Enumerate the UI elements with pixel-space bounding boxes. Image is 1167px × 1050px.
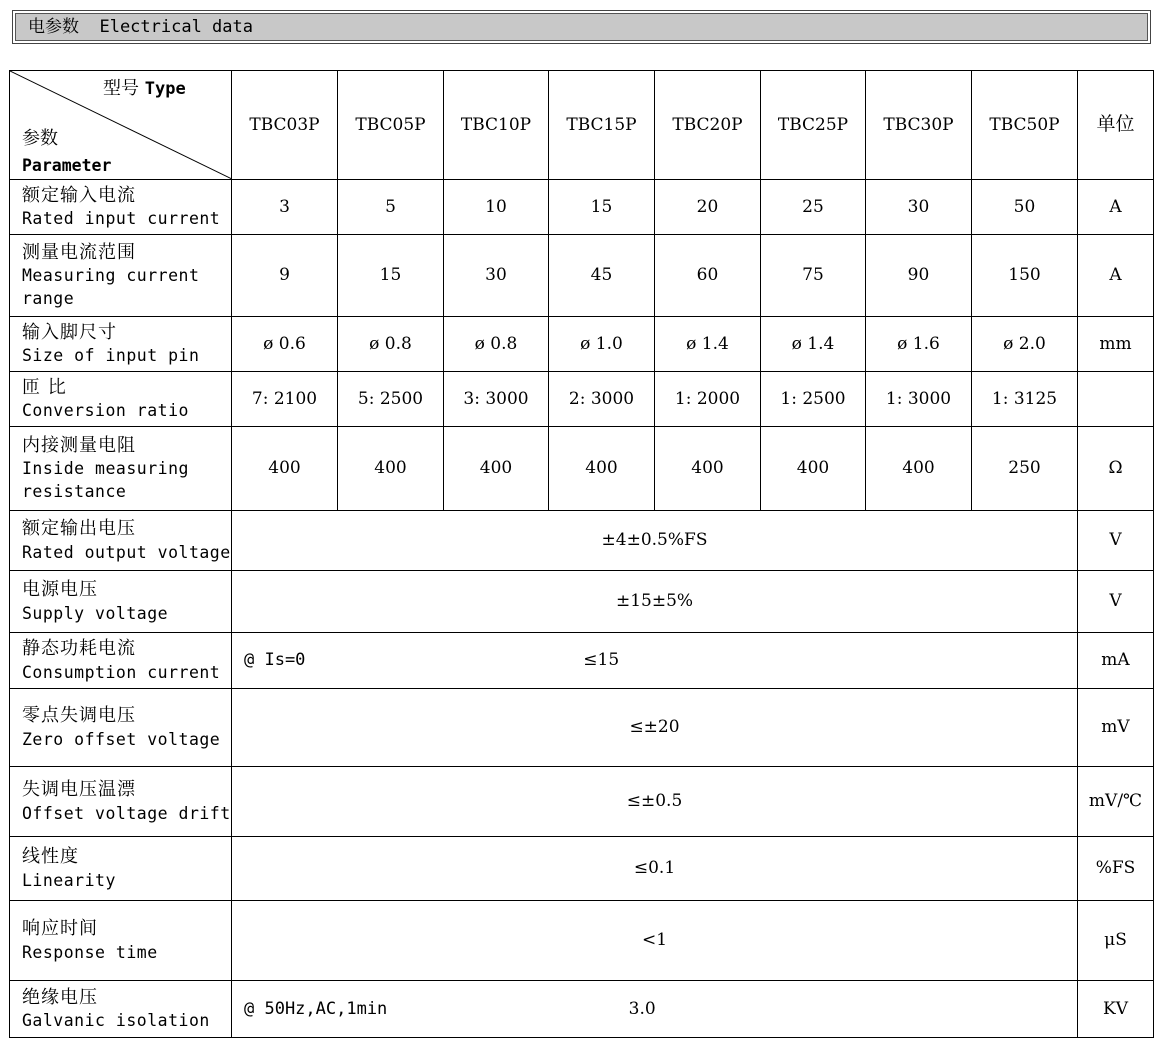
unit-cell: V	[1078, 571, 1154, 633]
parameter-cell	[10, 981, 232, 1038]
parameter-cell	[10, 767, 232, 837]
unit-cell: Ω	[1078, 427, 1154, 511]
shared-value: ≤0.1	[633, 858, 676, 879]
value-cell: 5: 2500	[338, 372, 444, 427]
value-cell: 3: 3000	[444, 372, 549, 427]
value-cell: 1: 3125	[972, 372, 1078, 427]
shared-value-cell	[232, 767, 1078, 837]
model-header: TBC25P	[761, 71, 866, 180]
parameter-name-cn: 测量电流范围	[22, 242, 136, 264]
parameter-name-cn: 零点失调电压	[22, 705, 136, 727]
unit-cell: KV	[1078, 981, 1154, 1038]
value-cell: ø 0.8	[444, 317, 549, 372]
unit-cell: A	[1078, 180, 1154, 235]
parameter-name-en: Inside measuring	[22, 459, 189, 479]
parameter-name-cn: 电源电压	[22, 579, 98, 601]
table-row	[10, 372, 1154, 427]
table-row	[10, 633, 1154, 689]
unit-cell: mV/℃	[1078, 767, 1154, 837]
value-cell: 90	[866, 235, 972, 317]
table-row	[10, 767, 1154, 837]
table-row	[10, 689, 1154, 767]
parameter-cell	[10, 235, 232, 317]
value-cell: 20	[655, 180, 761, 235]
shared-value: ≤±20	[629, 717, 680, 738]
parameter-name-en: Rated input current	[22, 209, 221, 229]
parameter-name-cn: 静态功耗电流	[22, 638, 136, 660]
model-header: TBC10P	[444, 71, 549, 180]
header-row	[10, 71, 1154, 180]
value-cell: 25	[761, 180, 866, 235]
value-cell: 30	[444, 235, 549, 317]
value-cell: 9	[232, 235, 338, 317]
value-cell: 15	[549, 180, 655, 235]
model-header: TBC30P	[866, 71, 972, 180]
value-cell: 400	[761, 427, 866, 511]
value-cell: 75	[761, 235, 866, 317]
electrical-data-table	[9, 70, 1154, 1038]
shared-value-cell	[232, 901, 1078, 981]
parameter-name-en: Zero offset voltage	[22, 729, 221, 749]
value-cell: 400	[549, 427, 655, 511]
parameter-cell	[10, 317, 232, 372]
parameter-cell	[10, 511, 232, 571]
unit-cell: μS	[1078, 901, 1154, 981]
value-cell: ø 1.4	[761, 317, 866, 372]
shared-value-cell	[232, 981, 1078, 1038]
shared-value: <1	[641, 930, 668, 951]
parameter-cell	[10, 901, 232, 981]
parameter-name-cn: 内接测量电阻	[22, 435, 136, 457]
unit-header: 单位	[1078, 71, 1154, 180]
parameter-name-cn: 绝缘电压	[22, 986, 98, 1008]
parameter-cell	[10, 633, 232, 689]
parameter-name-en: Linearity	[22, 870, 116, 890]
table-row	[10, 427, 1154, 511]
parameter-cell	[10, 372, 232, 427]
parameter-cell	[10, 427, 232, 511]
parameter-name-cn: 额定输入电流	[22, 184, 136, 206]
value-cell: 1: 2500	[761, 372, 866, 427]
type-en: Type	[144, 79, 186, 99]
shared-value-cell	[232, 633, 1078, 689]
parameter-name-en: Conversion ratio	[22, 401, 189, 421]
shared-value: ±15±5%	[615, 591, 694, 612]
section-title: 电参数 Electrical data	[15, 13, 1148, 41]
parameter-cn: 参数	[22, 128, 58, 149]
parameter-en: Parameter	[22, 156, 112, 175]
shared-value: 3.0	[628, 998, 656, 1019]
unit-cell: A	[1078, 235, 1154, 317]
value-cell: 400	[866, 427, 972, 511]
table-row	[10, 180, 1154, 235]
value-cell: ø 0.8	[338, 317, 444, 372]
value-cell: 5	[338, 180, 444, 235]
value-cell: 15	[338, 235, 444, 317]
value-cell: 50	[972, 180, 1078, 235]
section-header	[12, 10, 1151, 44]
table-row	[10, 317, 1154, 372]
value-cell: ø 0.6	[232, 317, 338, 372]
parameter-cell	[10, 689, 232, 767]
value-cell: 150	[972, 235, 1078, 317]
unit-cell: mV	[1078, 689, 1154, 767]
shared-value-cell	[232, 837, 1078, 901]
condition-note: @ Is=0	[244, 650, 306, 671]
parameter-name-cn: 额定输出电压	[22, 518, 136, 540]
value-cell: 400	[338, 427, 444, 511]
value-cell: ø 1.4	[655, 317, 761, 372]
parameter-name-en: Response time	[22, 942, 158, 962]
table-row	[10, 981, 1154, 1038]
shared-value-cell	[232, 511, 1078, 571]
shared-value-cell	[232, 689, 1078, 767]
unit-cell: mA	[1078, 633, 1154, 689]
parameter-name-en: Consumption current	[22, 662, 221, 682]
corner-header-cell	[10, 71, 232, 180]
shared-value: ≤±0.5	[626, 791, 683, 812]
type-cn: 型号	[103, 78, 139, 99]
parameter-cell	[10, 837, 232, 901]
value-cell: ø 2.0	[972, 317, 1078, 372]
unit-cell: %FS	[1078, 837, 1154, 901]
unit-cell	[1078, 372, 1154, 427]
value-cell: 10	[444, 180, 549, 235]
shared-value: ±4±0.5%FS	[601, 530, 708, 551]
value-cell: 250	[972, 427, 1078, 511]
value-cell: 400	[232, 427, 338, 511]
value-cell: 1: 2000	[655, 372, 761, 427]
table-row	[10, 235, 1154, 317]
shared-value: ≤15	[583, 650, 620, 671]
parameter-name-cn: 输入脚尺寸	[22, 321, 117, 343]
value-cell: ø 1.6	[866, 317, 972, 372]
type-header	[103, 77, 186, 101]
value-cell: 400	[444, 427, 549, 511]
parameter-name-en: Rated output voltage	[22, 542, 231, 562]
parameter-name-en-cont: resistance	[22, 481, 127, 501]
model-header: TBC50P	[972, 71, 1078, 180]
value-cell: 3	[232, 180, 338, 235]
parameter-name-cn: 线性度	[22, 846, 79, 868]
value-cell: 7: 2100	[232, 372, 338, 427]
value-cell: 400	[655, 427, 761, 511]
unit-cell: mm	[1078, 317, 1154, 372]
model-header: TBC20P	[655, 71, 761, 180]
parameter-name-cn: 响应时间	[22, 918, 98, 940]
parameter-name-en: Size of input pin	[22, 346, 200, 366]
parameter-name-cn: 失调电压温漂	[22, 779, 136, 801]
parameter-name-cn: 匝 比	[22, 376, 67, 398]
value-cell: 30	[866, 180, 972, 235]
model-header: TBC05P	[338, 71, 444, 180]
table-row	[10, 511, 1154, 571]
value-cell: 60	[655, 235, 761, 317]
parameter-name-en: Supply voltage	[22, 603, 169, 623]
value-cell: 45	[549, 235, 655, 317]
parameter-name-en: Galvanic isolation	[22, 1011, 210, 1031]
model-header: TBC03P	[232, 71, 338, 180]
parameter-name-en-cont: range	[22, 288, 75, 308]
parameter-cell	[10, 180, 232, 235]
table-row	[10, 901, 1154, 981]
table-row	[10, 837, 1154, 901]
value-cell: 2: 3000	[549, 372, 655, 427]
unit-cell: V	[1078, 511, 1154, 571]
shared-value-cell	[232, 571, 1078, 633]
value-cell: 1: 3000	[866, 372, 972, 427]
parameter-name-en: Offset voltage drift	[22, 803, 231, 823]
parameter-cell	[10, 571, 232, 633]
table-row	[10, 571, 1154, 633]
condition-note: @ 50Hz,AC,1min	[244, 998, 388, 1019]
value-cell: ø 1.0	[549, 317, 655, 372]
parameter-name-en: Measuring current	[22, 266, 200, 286]
model-header: TBC15P	[549, 71, 655, 180]
